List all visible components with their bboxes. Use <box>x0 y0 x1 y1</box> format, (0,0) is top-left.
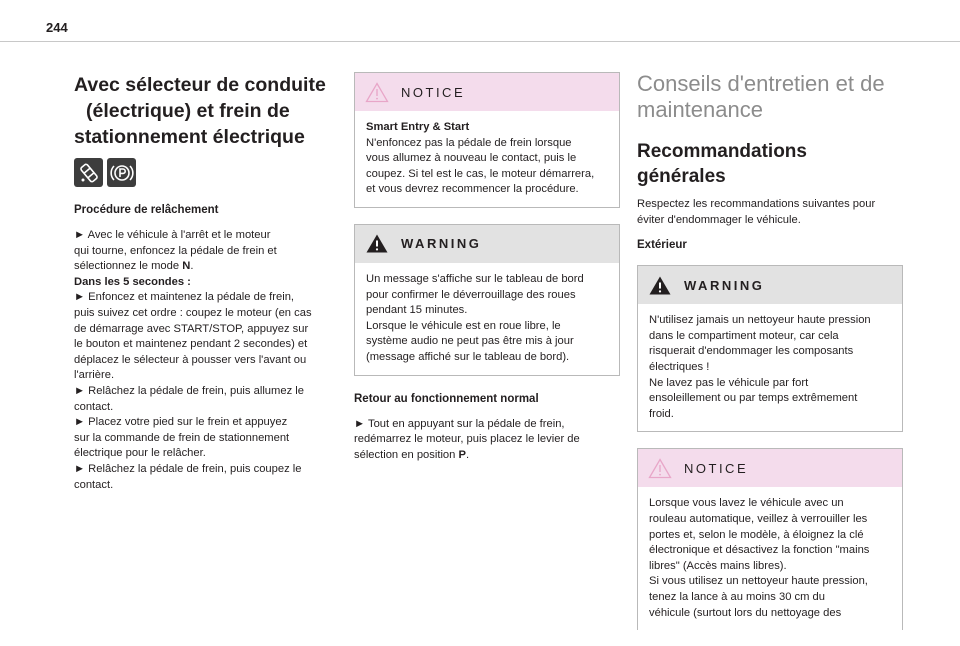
notice-box <box>354 72 620 208</box>
warning-header <box>638 266 902 304</box>
heading-line: Avec sélecteur de conduite <box>74 74 326 96</box>
icon-row <box>74 158 336 187</box>
notice-body: Lorsque vous lavez le véhicule avec un rouleau automatique, veillez à verrouiller les portes et, selon le modèle, à éloignez la clé électronique et désactivez la fonction "mains libres" (Accès mains libres). Si vous utilisez un nettoyeur haute pression, tenez la lance à au moins 30 cm du véhicule (surtout lors du nettoyage des <box>649 497 870 619</box>
column-left <box>74 62 336 493</box>
subsection-title: Recommandations générales <box>637 141 807 187</box>
procedure-subheading: Procédure de relâchement <box>74 204 219 216</box>
notice-title: NOTICE <box>401 84 466 100</box>
warning-triangle-icon <box>648 275 672 296</box>
exterior-subheading: Extérieur <box>637 239 687 252</box>
parking-brake-icon <box>107 158 136 187</box>
column-middle <box>354 72 620 463</box>
warning-title: WARNING <box>684 277 765 293</box>
drive-selector-icon <box>74 158 103 187</box>
warning-box <box>637 265 903 432</box>
warning-body: Un message s'affiche sur le tableau de bord pour confirmer le déverrouillage des roues pendant 15 minutes. Lorsque le véhicule est en roue libre, le système audio ne peut pas être mis à jour (message affiché sur le tableau de bord). <box>366 272 584 363</box>
warning-body: N'utilisez jamais un nettoyeur haute pression dans le compartiment moteur, car cela risquerait d'endommager les composants électriques ! Ne lavez pas le véhicule par fort ensoleillement ou par temps extrêmement froid. <box>649 314 871 420</box>
notice-triangle-icon <box>648 458 672 479</box>
warning-title: WARNING <box>401 236 482 252</box>
notice-header <box>638 449 902 487</box>
column-right <box>637 62 903 646</box>
page-number: 244 <box>46 20 68 35</box>
header-rule <box>0 41 960 42</box>
notice-box <box>637 448 903 630</box>
warning-box <box>354 224 620 376</box>
notice-triangle-icon <box>365 82 389 103</box>
heading-line: stationnement électrique <box>74 126 305 148</box>
section-heading <box>74 72 336 150</box>
procedure-text: ► Avec le véhicule à l'arrêt et le moteur qui tourne, enfoncez la pédale de frein et sélectionnez le mode N. Dans les 5 secondes : ► Enfoncez et maintenez la pédale de frein, puis suivez cet ordre : coupez le moteur (en cas de démarrage avec START/STOP, appuyez sur le bouton et maintenez pendant 2 secondes) et déplacez le sélecteur à pousser vers l'avant ou l'arrière. ► Relâchez la pédale de frein, puis allumez le contact. ► Placez votre pied sur le frein et appuyez sur la commande de frein de stationnement électrique pour le relâcher. ► Relâchez la pédale de frein, puis coupez le contact. <box>74 229 312 491</box>
notice-header <box>355 73 619 111</box>
heading-line: (électrique) et frein de <box>86 100 290 122</box>
normal-operation-text: ► Tout en appuyant sur la pédale de frein, redémarrez le moteur, puis placez le levier de sélection en position P. <box>354 417 580 461</box>
notice-body: Smart Entry & Start N'enfoncez pas la pédale de frein lorsque vous allumez à nouveau le contact, puis le coupez. Si tel est le cas, le moteur démarrera, et vous devrez recommencer la procédure. <box>366 121 595 196</box>
section-title: Conseils d'entretien et de maintenance <box>637 71 885 122</box>
warning-header <box>355 225 619 263</box>
intro-text: Respectez les recommandations suivantes pour éviter d'endommager le véhicule. <box>637 198 876 226</box>
notice-title: NOTICE <box>684 460 749 476</box>
normal-operation-subheading: Retour au fonctionnement normal <box>354 392 539 405</box>
warning-triangle-icon <box>365 233 389 254</box>
